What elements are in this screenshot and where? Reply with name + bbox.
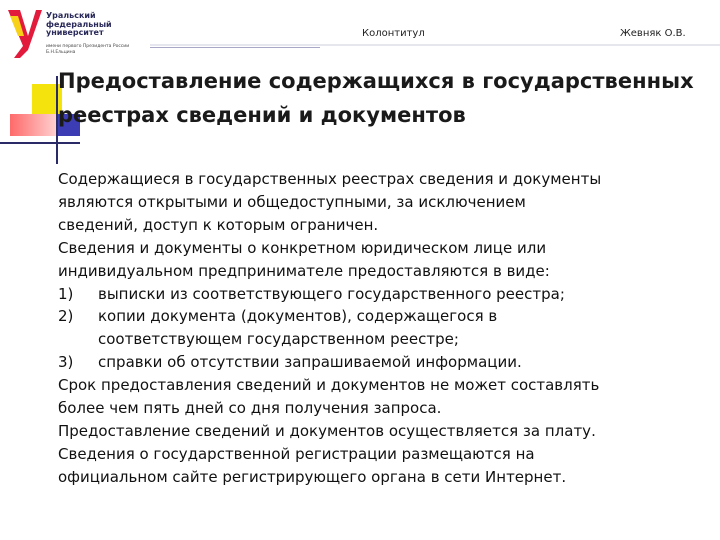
logo-line: федеральный xyxy=(46,19,112,29)
header-divider-accent xyxy=(150,47,320,48)
body-line: Предоставление сведений и документов осуществляется за плату. xyxy=(58,421,596,440)
body-line: Срок предоставления сведений и документов не может составлять xyxy=(58,376,600,395)
red-square xyxy=(10,114,58,136)
author-name: Жевняк О.В. xyxy=(620,28,686,39)
slide-title: Предоставление содержащихся в государственных реестрах сведений и документов xyxy=(58,69,694,127)
body-line: Содержащиеся в государственных реестрах сведения и документы xyxy=(58,170,602,188)
university-logo xyxy=(4,6,144,66)
header-divider xyxy=(150,44,720,46)
list-text: справки об отсутствии запрашиваемой информации. xyxy=(98,353,522,372)
list-item xyxy=(58,283,718,306)
body-line: являются открытыми и общедоступными, за исключением xyxy=(58,192,526,211)
list-number: 1) xyxy=(58,284,74,303)
logo-subtext: имени первого Президента России Б.Н.Ельцина xyxy=(46,44,130,55)
logo-line: Уральский xyxy=(46,11,96,20)
body-line: официальном сайте регистрирующего органа в сети Интернет. xyxy=(58,467,567,486)
running-title: Колонтитул xyxy=(362,28,425,39)
list-text: копии документа (документов), содержащегося в xyxy=(98,307,498,326)
body-line: Сведения и документы о конкретном юридическом лице или xyxy=(58,238,547,257)
body-line: индивидуальном предпринимателе предоставляются в виде: xyxy=(58,261,550,280)
slide-body xyxy=(58,168,718,489)
ural-university-logo-icon xyxy=(4,6,44,62)
logo-line: университет xyxy=(46,28,104,37)
body-line: более чем пять дней со дня получения запроса. xyxy=(58,399,442,418)
body-line: сведений, доступ к которым ограничен. xyxy=(58,215,379,234)
list-item xyxy=(58,305,718,328)
list-item-continuation xyxy=(58,328,718,351)
logo-text xyxy=(46,12,142,38)
list-text: выписки из соответствующего государственного реестра; xyxy=(98,284,565,303)
list-number: 2) xyxy=(58,307,74,326)
list-text: соответствующем государственном реестре; xyxy=(98,330,459,349)
list-number: 3) xyxy=(58,353,74,372)
decor-horizontal-line xyxy=(0,142,80,144)
list-item xyxy=(58,351,718,374)
body-line: Сведения о государственной регистрации размещаются на xyxy=(58,444,535,463)
